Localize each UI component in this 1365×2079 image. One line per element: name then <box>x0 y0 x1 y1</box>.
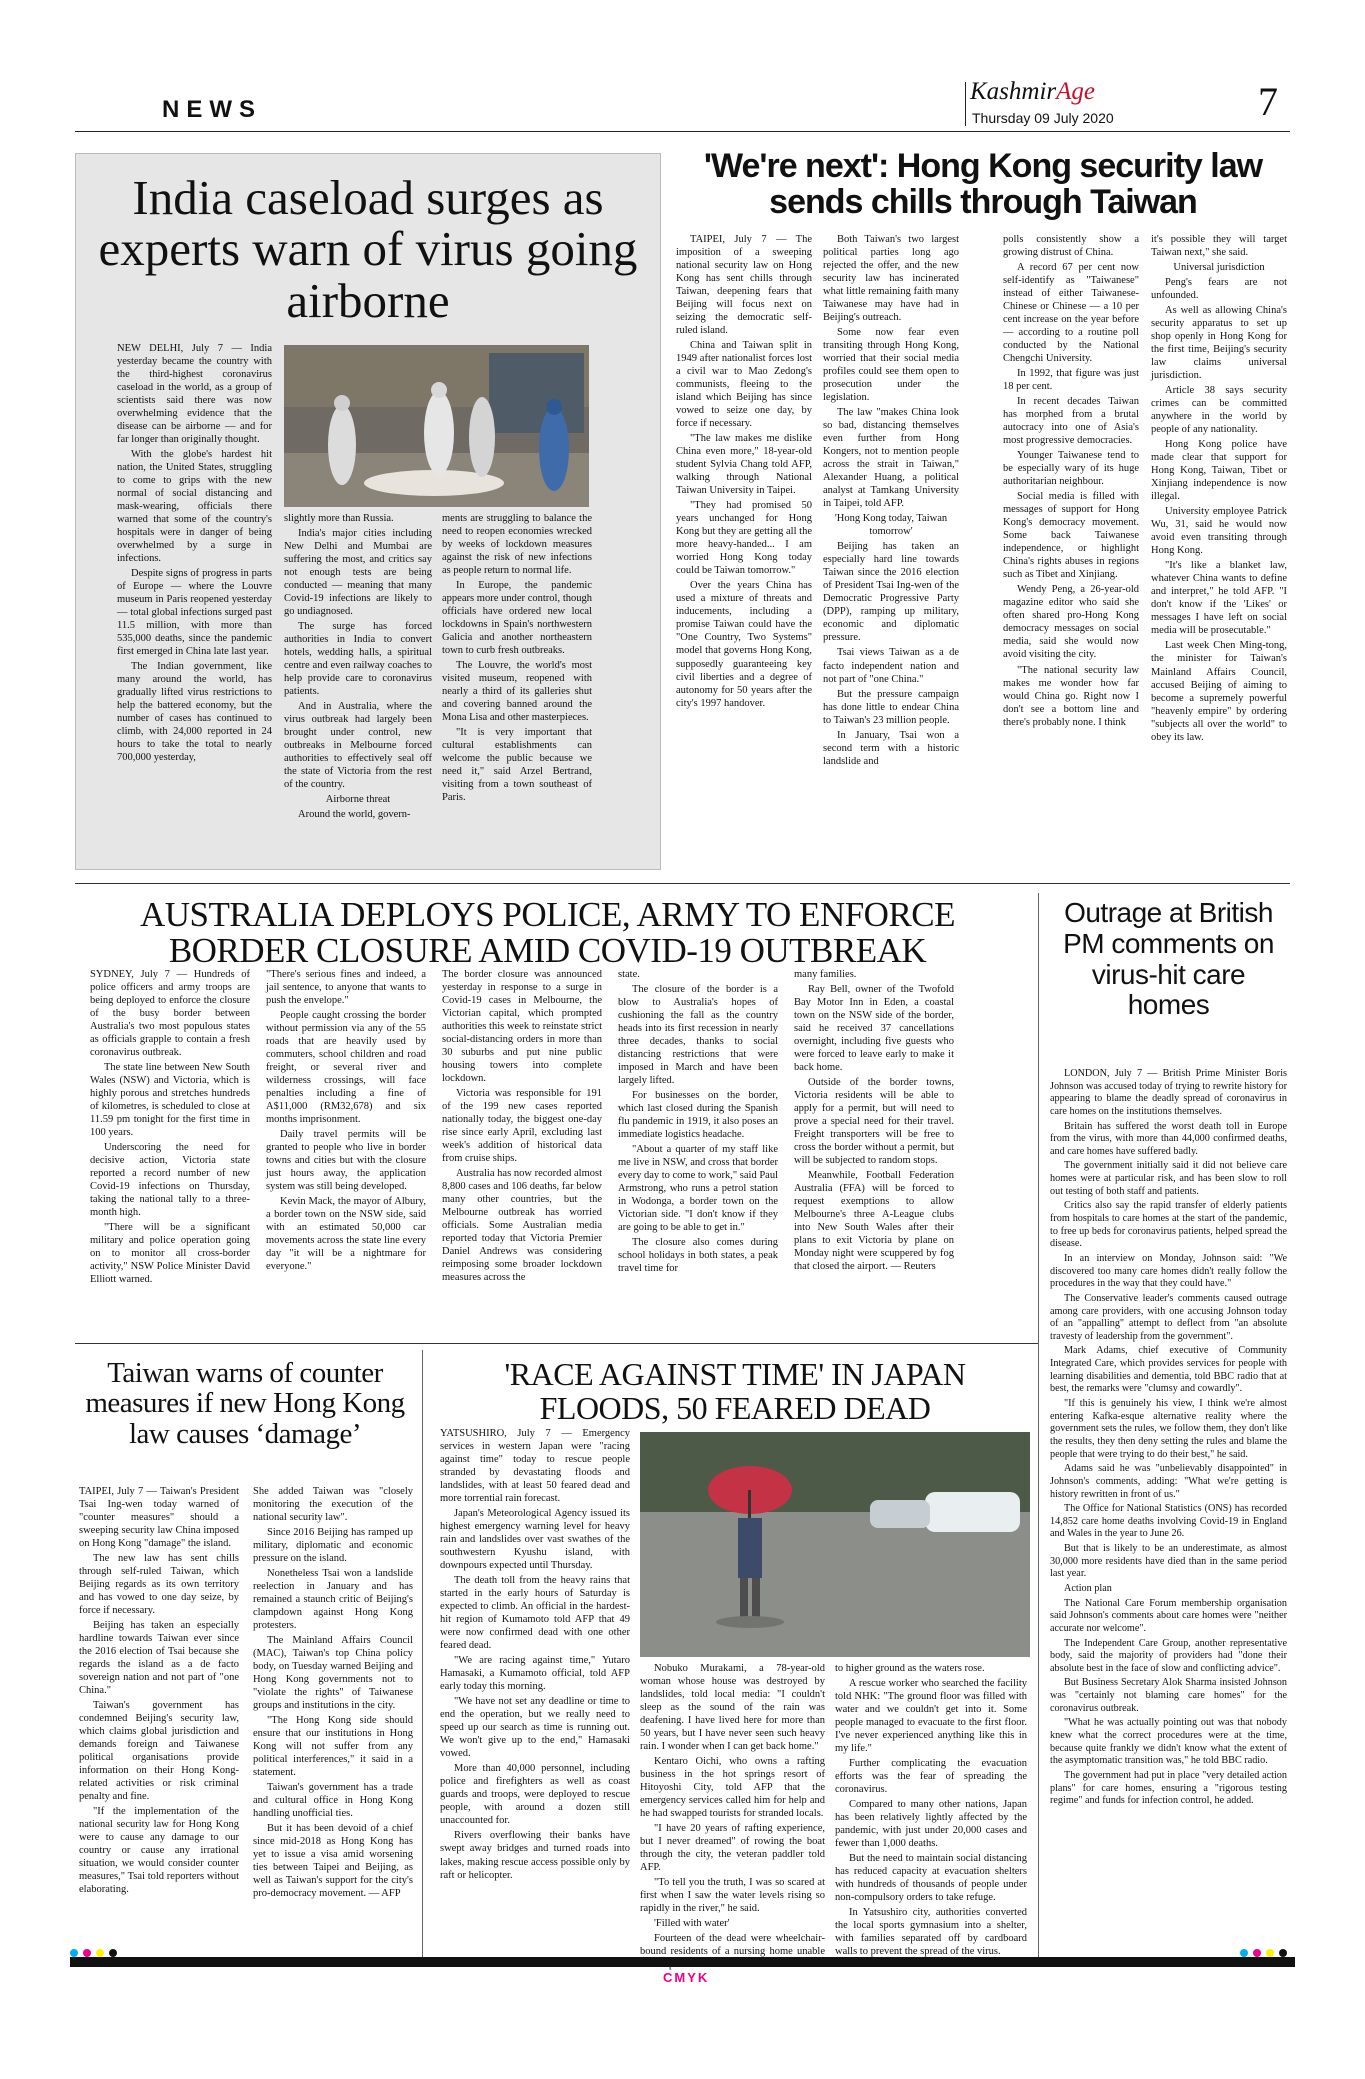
para: "The law makes me dislike China even more," 18-year-old student Sylvia Chang told AFP, walking through National Taiwan University in Taipei. <box>676 433 812 497</box>
masthead-rule <box>75 131 1290 132</box>
para: state. <box>618 969 640 980</box>
australia-col-3 <box>442 968 602 1286</box>
para: In an interview on Monday, Johnson said: "We discovered too many care homes didn't really follow the procedures in the way that they could have." <box>1050 1252 1287 1290</box>
japan-col-1 <box>440 1427 630 1884</box>
subhead: Airborne threat <box>325 794 391 806</box>
british-pm-body <box>1050 1068 1287 1810</box>
para: Despite signs of progress in parts of Europe — where the Louvre museum in Paris reopened yesterday — total global infections surged past 11.5 million, with more than 535,000 deaths, since the pandemic first emerged in China late last year. <box>117 568 272 658</box>
para: SYDNEY, July 7 — Hundreds of police officers and army troops are being deployed to enforce the closure of the busy border between Australia's two most populous states as officials grapple to contain a fresh coronavirus outbreak. <box>90 969 250 1059</box>
para: "There's serious fines and indeed, a jail sentence, to anyone that wants to push the envelope." <box>266 969 426 1007</box>
para: The death toll from the heavy rains that started in the early hours of Saturday is expected to climb. An official in the hardest-hit region of Kumamoto told AFP that 49 were now confirmed dead with one other feared dead. <box>440 1575 630 1652</box>
australia-col-5 <box>794 968 954 1275</box>
para: YATSUSHIRO, July 7 — Emergency services in western Japan were "racing against time" today to rescue people stranded by devastating floods and landslides, with at least 50 feared dead and more torrential rain forecast. <box>440 1428 630 1505</box>
paper-name-accent: Age <box>1056 78 1096 105</box>
para: And in Australia, where the virus outbreak had largely been brought under control, new outbreaks in Melbourne forced authorities to effectively seal off the state of Victoria from the rest of the country. <box>284 701 432 791</box>
page-number: 7 <box>1258 79 1278 124</box>
para: But the need to maintain social distancing has reduced capacity at evacuation shelters with hundreds of thousands of people under non-compulsory orders to take refuge. <box>835 1853 1027 1904</box>
para: Ray Bell, owner of the Twofold Bay Motor Inn in Eden, a coastal town on the NSW side of the border, said he received 37 cancellations overnight, including five guests who were forced to leave early to make it back home. <box>794 984 954 1074</box>
para: "If the implementation of the national security law for Hong Kong were to cause any damage to our country or cause any irrational situation, we would consider counter measures," Tsai told reporters without elaborating. <box>79 1806 239 1896</box>
para: "They had promised 50 years unchanged for Hong Kong but they are getting all the more heavy-handed... I am worried Hong Kong today could be Taiwan tomorrow." <box>676 500 812 577</box>
para: Underscoring the need for decisive action, Victoria state reported a record number of new Covid-19 infections on Thursday, taking the national tally to a three-month high. <box>90 1142 250 1219</box>
hk-col-4 <box>1151 233 1287 746</box>
para: "I have 20 years of rafting experience, but I never dreamed" of rowing the boat through the city, the veteran paddler told AFP. <box>640 1823 825 1874</box>
section-rule-1 <box>75 883 1290 884</box>
para: A rescue worker who searched the facility told NHK: "The ground floor was filled with water and we couldn't get into it. Some people managed to evacuate to the first floor. I've never experienced anything like this in my life." <box>835 1678 1027 1755</box>
para: many families. <box>794 969 857 980</box>
cmyk-label: CMYK <box>663 1970 710 1985</box>
para: Article 38 says security crimes can be committed anywhere in the world by people of any nationality. <box>1151 385 1287 436</box>
para: Since 2016 Beijing has ramped up military, diplomatic and economic pressure on the island. <box>253 1527 413 1565</box>
headline-australia-border: AUSTRALIA DEPLOYS POLICE, ARMY TO ENFORCE BORDER CLOSURE AMID COVID-19 OUTBREAK <box>139 895 956 970</box>
photo-flood-umbrella <box>640 1432 1030 1657</box>
para: But the pressure campaign has done little to endear China to Taiwan's 23 million people. <box>823 688 959 726</box>
para: Hong Kong police have made clear that support for Hong Kong, Taiwan, Tibet or Xinjiang independence is now illegal. <box>1151 439 1287 503</box>
para: In recent decades Taiwan has morphed from a brutal autocracy into one of Asia's most progressive democracies. <box>1003 396 1139 447</box>
para: In Yatsushiro city, authorities converted the local sports gymnasium into a shelter, with families separated off by cardboard walls to prevent the spread of the virus. <box>835 1907 1027 1958</box>
issue-date: Thursday 09 July 2020 <box>972 110 1114 126</box>
para: TAIPEI, July 7 — Taiwan's President Tsai Ing-wen today warned of "counter measures" should a sweeping security law China imposed on Hong Kong "damage" the island. <box>79 1486 239 1550</box>
para: Compared to many other nations, Japan has been relatively lightly affected by the pandemic, with just under 20,000 cases and fewer than 1,000 deaths. <box>835 1799 1027 1850</box>
para: Fourteen of the dead were wheelchair-bound residents of a nursing home unable <box>640 1933 825 1958</box>
australia-col-4 <box>618 968 778 1277</box>
para: Daily travel permits will be granted to people who live in border towns and cities but with the closure just hours away, the application system was still being developed. <box>266 1129 426 1193</box>
hk-col-3 <box>1003 233 1139 731</box>
para: The government initially said it did not believe care homes were at particular risk, and has been slow to roll out testing of both staff and patients. <box>1050 1160 1287 1197</box>
footer-bar <box>70 1957 1295 1967</box>
para: For businesses on the border, which last closed during the Spanish flu pandemic in 1919, it also poses an immediate logistics headache. <box>618 1090 778 1141</box>
para: Peng's fears are not unfounded. <box>1151 277 1287 302</box>
para: More than 40,000 personnel, including police and firefighters as well as coast guards and troops, were deployed to rescue people, with around a dozen still unaccounted for. <box>440 1763 630 1827</box>
para: NEW DELHI, July 7 — India yesterday became the country with the third-highest coronavirus caseload in the world, as a group of scientists said there was now overwhelming evidence that the disease can be airborne — and for far longer than originally thought. <box>117 343 272 446</box>
india-col-1 <box>117 342 272 767</box>
subhead: 'Filled with water' <box>654 1918 730 1930</box>
para: The new law has sent chills through self-ruled Taiwan, which Beijing regards as its own territory and has vowed to one day seize, by force if necessary. <box>79 1553 239 1617</box>
para: The surge has forced authorities in India to convert hotels, wedding halls, a spiritual centre and even railway coaches to help provide care to coronavirus patients. <box>284 621 432 698</box>
para: Beijing has taken an especially hard line towards Taiwan since the 2016 election of President Tsai Ing-wen of the Democratic Progressive Party (DPP), ramping up military, economic and diplomatic pressure. <box>823 541 959 644</box>
para: The Mainland Affairs Council (MAC), Taiwan's top China policy body, on Tuesday warned Beijing and Hong Kong governments not to "violate the rights" of Taiwanese groups and institutions in the city. <box>253 1635 413 1712</box>
para: TAIPEI, July 7 — The imposition of a sweeping national security law on Hong Kong has sent chills through Taiwan, deepening fears that Beijing will focus next on seizing the democratic self-ruled island. <box>676 234 812 337</box>
para: slightly more than Russia. <box>284 513 394 524</box>
para: Rivers overflowing their banks have swept away bridges and turned roads into lakes, making rescue access possible only by raft or helicopter. <box>440 1830 630 1881</box>
para: The state line between New South Wales (NSW) and Victoria, which is highly porous and stretches hundreds of kilometres, is scheduled to close at 11.59 pm tonight for the first time in 100 years. <box>90 1062 250 1139</box>
para: The Conservative leader's comments caused outrage among care providers, with one accusing Johnson today of an "appalling" attempt to deflect from "an absolute travesty of leadership from the government". <box>1050 1292 1287 1342</box>
para: Some now fear even transiting through Hong Kong, worried that their social media profiles could see them open to prosecution under the legislation. <box>823 327 959 404</box>
taiwan-col-1 <box>79 1485 239 1898</box>
para: The Office for National Statistics (ONS) has recorded 14,852 care home deaths involving Covid-19 in England and Wales in the year to June 26. <box>1050 1503 1287 1540</box>
para: The National Care Forum membership organisation said Johnson's comments about care homes were "neither accurate nor welcome". <box>1050 1597 1287 1634</box>
para: With the globe's hardest hit nation, the United States, struggling to come to grips with the new normal of social distancing and mask-wearing, officials there warned that some of the country's hospitals were in danger of being overwhelmed by a surge in infections. <box>117 449 272 565</box>
para: Mark Adams, chief executive of Community Integrated Care, which provides services for people with learning disabilities and dementia, told BBC radio that at best, the remarks were "clumsy and cowardly". <box>1050 1345 1287 1395</box>
section-rule-2 <box>75 1343 1038 1344</box>
australia-col-1 <box>90 968 250 1288</box>
para: polls consistently show a growing distrust of China. <box>1003 234 1139 259</box>
masthead-divider <box>965 82 966 126</box>
para: Outside of the border towns, Victoria residents will be able to apply for a permit, but will need to prove a special need for their travel. Freight transporters will be free to cross the border without a permit, but will be subjected to random stops. <box>794 1077 954 1167</box>
paper-logo <box>970 78 1095 106</box>
para: But it has been devoid of a chief since mid-2018 as Hong Kong has yet to issue a visa amid worsening ties between Taipei and Beijing, as well as Taiwan's support for the city's pro-democracy movement. — AFP <box>253 1823 413 1900</box>
para: "It is very important that cultural establishments can welcome the public because we need it," said Arzel Bertrand, visiting from a town southeast of Paris. <box>442 727 592 804</box>
para: In Europe, the pandemic appears more under control, though officials have ordered new local lockdowns in Spain's northwestern Galicia and another northeastern town to curb fresh outbreaks. <box>442 580 592 657</box>
para: Further complicating the evacuation efforts was the fear of spreading the coronavirus. <box>835 1758 1027 1796</box>
para: The Indian government, like many around the world, has gradually lifted virus restrictions to help the battered economy, but the number of cases has continued to climb, with 24,000 reported in 24 hours to take the total to nearly 700,000 yesterday, <box>117 661 272 764</box>
para: it's possible they will target Taiwan next," she said. <box>1151 234 1287 259</box>
para: Wendy Peng, a 26-year-old magazine editor who said she often shared pro-Hong Kong democracy messages on social media, said she would now avoid visiting the city. <box>1003 584 1139 661</box>
para: The closure also comes during school holidays in both states, a peak travel time for <box>618 1237 778 1275</box>
para: In January, Tsai won a second term with a historic landslide and <box>823 729 959 767</box>
subhead: Universal jurisdiction <box>1173 262 1265 274</box>
india-col-2 <box>284 512 432 823</box>
subhead: Action plan <box>1064 1582 1112 1594</box>
para: Last week Chen Ming-tong, the minister for Taiwan's Mainland Affairs Council, accused Beijing of aiming to become a supremely powerful "heavenly empire" by ordering "subjects all over the world" to obey its law. <box>1151 640 1287 743</box>
para: "The national security law makes me wonder how far would China go. Right now I don't see a bottom line and there's probably none. I think <box>1003 664 1139 728</box>
para: LONDON, July 7 — British Prime Minister Boris Johnson was accused today of trying to rewrite history for appearing to blame the deadly spread of coronavirus in care homes on the institutions themselves. <box>1050 1068 1287 1117</box>
headline-taiwan-warns: Taiwan warns of counter measures if new Hong Kong law causes ‘damage’ <box>85 1357 405 1450</box>
para: "If this is genuinely his view, I think we're almost entering Kafka-esque alternative reality where the government sets the rules, we follow them, they don't like the results, they then deny setting the rules and blame the people that were trying to do their best," he said. <box>1050 1398 1287 1460</box>
para: Nobuko Murakami, a 78-year-old woman whose house was destroyed by landslides, told local media: "I couldn't sleep as the sound of the rain was deafening. I have lived here for more than 50 years, but I have never seen such heavy rain. I wonder when I can get back home." <box>640 1663 825 1753</box>
para: "To tell you the truth, I was so scared at first when I saw the water levels rising so rapidly in the river," he said. <box>640 1877 825 1915</box>
para: She added Taiwan was "closely monitoring the execution of the national security law". <box>253 1486 413 1524</box>
para: Nonetheless Tsai won a landslide reelection in January and has remained a staunch critic of Beijing's clampdown against Hong Kong protesters. <box>253 1568 413 1632</box>
para: Victoria was responsible for 191 of the 199 new cases reported nationally today, the biggest one-day rise since early April, excluding last week's addition of historical data from cruise ships. <box>442 1088 602 1165</box>
para: ments are struggling to balance the need to reopen economies wrecked by weeks of lockdown measures against the risk of new infections as people return to normal life. <box>442 513 592 577</box>
para: The government had put in place "very detailed action plans" for care homes, ensuring a "rigorous testing regime" and funds for infection control, he added. <box>1050 1769 1287 1807</box>
para: Younger Taiwanese tend to be especially wary of its huge authoritarian neighbour. <box>1003 450 1139 488</box>
registration-marks-left <box>70 1942 117 1961</box>
para: Taiwan's government has condemned Beijing's security law, which claims global jurisdiction and demands foreign and Taiwanese political organisations provide information on their Hong Kong-related activities or risk criminal penalty and fine. <box>79 1700 239 1803</box>
column-rule-right <box>1038 893 1039 1958</box>
australia-col-2 <box>266 968 426 1275</box>
para: The Independent Care Group, another representative body, said the majority of providers had "done their absolute best in the face of slow and conflicting advice". <box>1050 1637 1287 1674</box>
headline-india-caseload: India caseload surges as experts warn of virus going airborne <box>98 170 638 328</box>
para: Britain has suffered the worst death toll in Europe from the virus, with more than 44,000 confirmed deaths, and care homes have suffered badly. <box>1050 1120 1287 1157</box>
para: Adams said he was "unbelievably disappointed" in Johnson's comments, adding: "What we're getting is history rewritten in front of us." <box>1050 1463 1287 1500</box>
para: People caught crossing the border without permission via any of the 55 roads that are heavily used by commuters, school children and road freight, or several river and wilderness crossings, will face penalties including a fine of A$11,000 (RM32,678) and six months imprisonment. <box>266 1010 426 1126</box>
para: The law "makes China look so bad, distancing themselves even further from Hong Kongers, not to mention people across the strait in Taiwan," Alexander Huang, a political analyst at Tamkang University in Taipei, told AFP. <box>823 407 959 510</box>
para: In 1992, that figure was just 18 per cent. <box>1003 368 1139 393</box>
para: Kentaro Oichi, who owns a rafting business in the hot springs resort of Hitoyoshi City, told AFP that the emergency services called him for help and he had swapped tourists for stranded locals. <box>640 1756 825 1820</box>
japan-col-2 <box>640 1662 825 1973</box>
section-label: NEWS <box>162 96 262 123</box>
headline-hk-security-law: 'We're next': Hong Kong security law sends chills through Taiwan <box>703 147 1263 222</box>
para: Australia has now recorded almost 8,800 cases and 106 deaths, far below many other countries, but the Melbourne outbreak has worried officials. Some Australian media reported today that Victoria Premier Daniel Andrews was considering reimposing some broader lockdown measures across the <box>442 1168 602 1284</box>
registration-marks-right <box>1240 1942 1287 1961</box>
para: Tsai views Taiwan as a de facto independent nation and not part of "one China." <box>823 647 959 685</box>
headline-japan-floods: 'RACE AGAINST TIME' IN JAPAN FLOODS, 50 FEARED DEAD <box>504 1356 966 1426</box>
para: The Louvre, the world's most visited museum, reopened with nearly a third of its galleries shut and covering banned around the Mona Lisa and other masterpieces. <box>442 660 592 724</box>
hk-col-2 <box>823 233 959 770</box>
headline-british-pm: Outrage at British PM comments on virus-hit care homes <box>1063 897 1274 1021</box>
subhead: 'Hong Kong today, Taiwan tomorrow' <box>834 513 948 538</box>
india-col-3 <box>442 512 592 806</box>
para: India's major cities including New Delhi and Mumbai are suffering the most, and critics say not enough tests are being conducted — meaning that many Covid-19 infections are likely to go undiagnosed. <box>284 528 432 618</box>
para: "There will be a significant military and police operation going on to monitor all cross-border activity," NSW Police Minister David Elliott warned. <box>90 1222 250 1286</box>
para: "It's like a blanket law, whatever China wants to define and interpret," he told AFP. "I don't know if the 'Likes' or messages I have left on social media will be prosecutable." <box>1151 560 1287 637</box>
para: Japan's Meteorological Agency issued its highest emergency warning level for heavy rain and landslides over vast swathes of the southwestern Kyushu island, with downpours expected until Thursday. <box>440 1508 630 1572</box>
para: The closure of the border is a blow to Australia's hopes of cushioning the fall as the country heads into its first recession in nearly three decades, thanks to social distancing restrictions that were imposed in March and have been largely lifted. <box>618 984 778 1087</box>
para: As well as allowing China's security apparatus to set up shop openly in Hong Kong for the first time, Beijing's security law claims universal jurisdiction. <box>1151 305 1287 382</box>
para: Meanwhile, Football Federation Australia (FFA) will be forced to request exemptions to allow Melbourne's three A-League clubs into New South Wales after their plans to exit Victoria by plane on Monday night were scuppered by fog that closed the airport. — Reuters <box>794 1170 954 1273</box>
para: A record 67 per cent now self-identify as "Taiwanese" instead of either Taiwanese-Chinese or Chinese — a 10 per cent increase on the year before — according to a routine poll conducted by the National Chengchi University. <box>1003 262 1139 365</box>
para: Around the world, govern- <box>298 809 411 821</box>
para: The border closure was announced yesterday in response to a surge in Covid-19 cases in Melbourne, the Victorian capital, which prompted authorities this week to reinstate strict social-distancing orders in more than 30 suburbs and put nine public housing towers into complete lockdown. <box>442 969 602 1085</box>
para: Over the years China has used a mixture of threats and inducements, including a promise Taiwan could have the "One Country, Two Systems" model that governs Hong Kong, supposedly guaranteeing key civil liberties and a degree of autonomy for 50 years after the city's 1997 handover. <box>676 580 812 709</box>
column-rule-mid <box>422 1350 423 1958</box>
para: Taiwan's government has a trade and cultural office in Hong Kong handling unofficial ties. <box>253 1782 413 1820</box>
para: Social media is filled with messages of support for Hong Kong's democracy movement. Some back Taiwanese independence, or highlight China's rights abuses in regions such as Tibet and Xinjiang. <box>1003 491 1139 581</box>
para: Kevin Mack, the mayor of Albury, a border town on the NSW side, said with an estimated 50,000 car movements across the state line every day "it will be a nightmare for everyone." <box>266 1196 426 1273</box>
para: "We are racing against time," Yutaro Hamasaki, a Kumamoto official, told AFP early today this morning. <box>440 1655 630 1693</box>
para: But Business Secretary Alok Sharma insisted Johnson was "certainly not blaming care homes" for the coronavirus outbreak. <box>1050 1677 1287 1714</box>
para: to higher ground as the waters rose. <box>835 1663 985 1674</box>
hk-col-1 <box>676 233 812 712</box>
para: "About a quarter of my staff like me live in NSW, and cross that border every day to come to work," said Paul Armstrong, who runs a petrol station in Wodonga, a border town on the Victorian side. "I don't know if they are going to be able to get in." <box>618 1144 778 1234</box>
para: Both Taiwan's two largest political parties long ago rejected the offer, and the new security law has incinerated what little remaining faith many Taiwanese may have had in Beijing's outreach. <box>823 234 959 324</box>
para: But that is likely to be an underestimate, as almost 30,000 more residents have died than in the same period last year. <box>1050 1543 1287 1580</box>
para: "What he was actually pointing out was that nobody knew what the correct procedures were at the time, because quite frankly we didn't know what the extent of the asymptomatic transition was," he told BBC radio. <box>1050 1717 1287 1767</box>
taiwan-col-2 <box>253 1485 413 1902</box>
paper-name: Kashmir <box>970 78 1057 105</box>
para: "The Hong Kong side should ensure that our institutions in Hong Kong will not suffer from any political interferences," it said in a statement. <box>253 1715 413 1779</box>
japan-col-3 <box>835 1662 1027 1960</box>
para: China and Taiwan split in 1949 after nationalist forces lost a civil war to Mao Zedong's communists, fleeing to the island which Beijing has since vowed to seize one day, by force if necessary. <box>676 340 812 430</box>
photo-ppe-workers <box>284 345 589 507</box>
para: "We have not set any deadline or time to end the operation, but we really need to speed up our search as time is running out. We won't give up to the end," Hamasaki vowed. <box>440 1696 630 1760</box>
para: Beijing has taken an especially hardline towards Taiwan ever since the 2016 election of Tsai because she regards the island as a de facto sovereign nation and not part of "one China." <box>79 1620 239 1697</box>
para: Critics also say the rapid transfer of elderly patients from hospitals to care homes at the start of the pandemic, to free up beds for coronavirus patients, helped spread the disease. <box>1050 1200 1287 1250</box>
para: University employee Patrick Wu, 31, said he would now avoid even transiting through Hong Kong. <box>1151 506 1287 557</box>
